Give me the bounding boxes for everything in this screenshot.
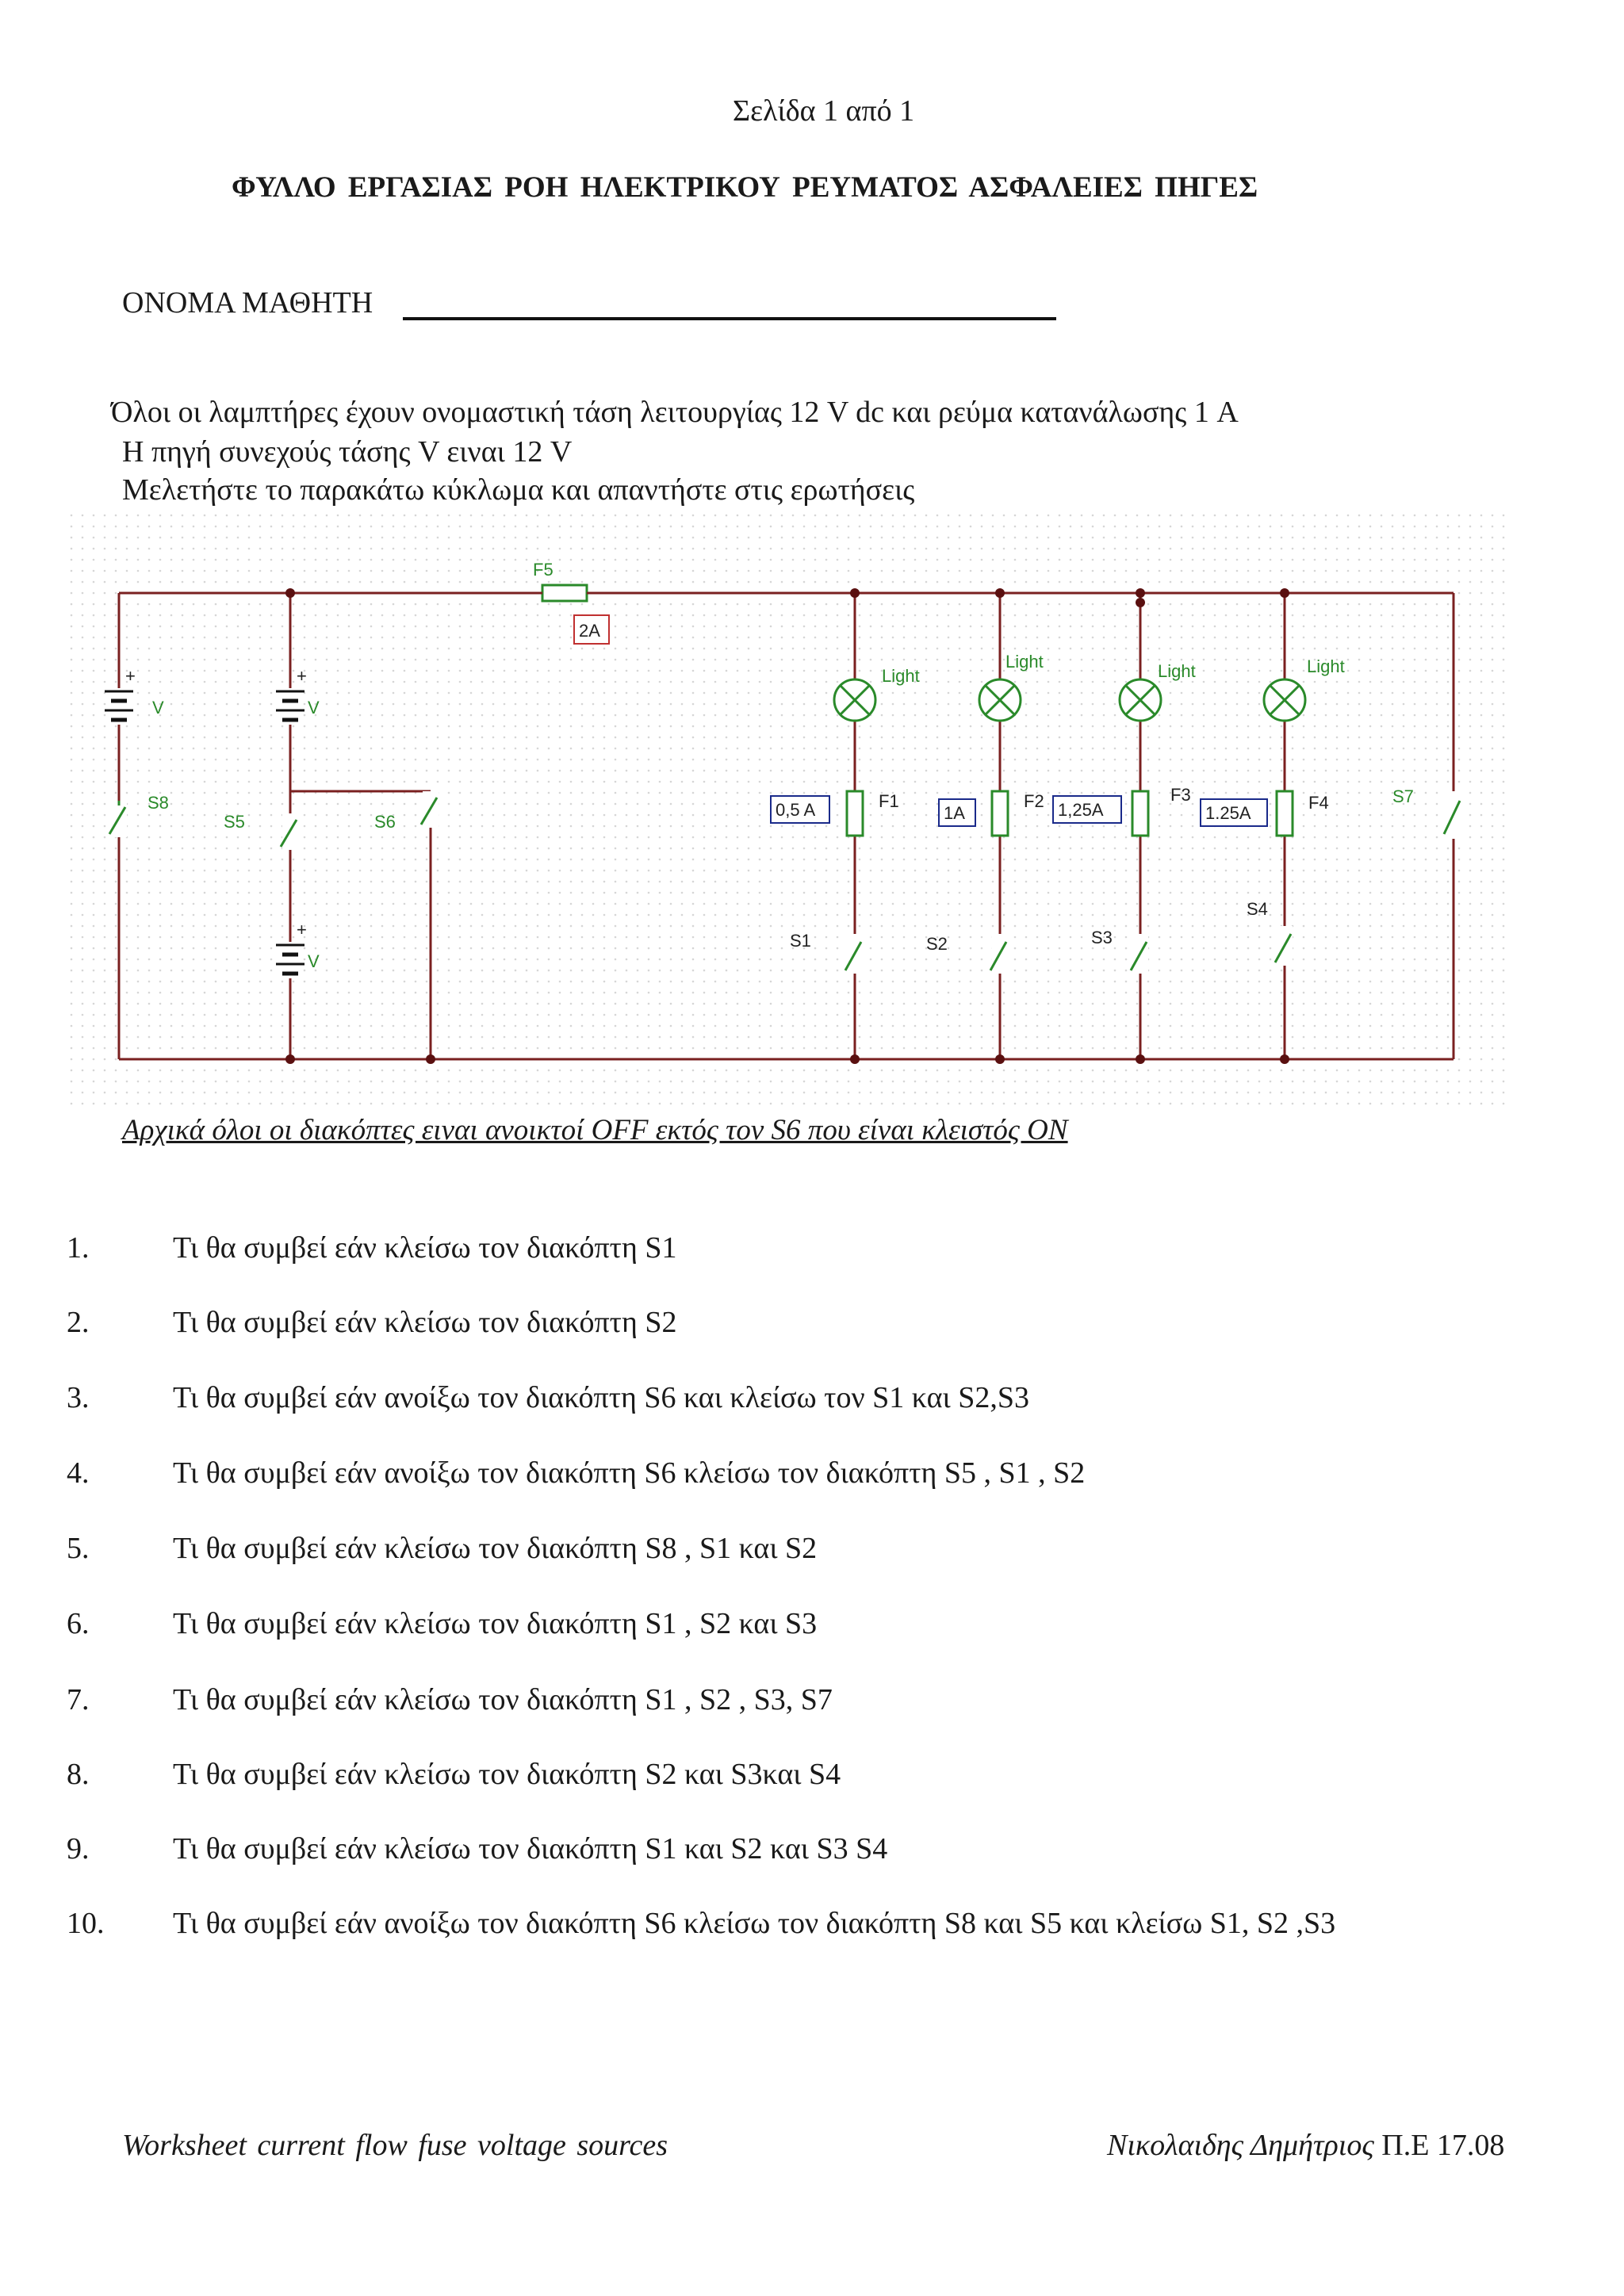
switch-s6-label: S6: [374, 812, 396, 832]
student-name-line: [403, 317, 1056, 320]
student-name-label: ΟΝΟΜΑ ΜΑΘΗΤΗ: [122, 286, 373, 320]
page-number: Σελίδα 1 από 1: [733, 94, 915, 128]
svg-text:Light: Light: [1158, 661, 1196, 681]
initial-state-note: Αρχικά όλοι οι διακόπτες ειναι ανοικτοί OFF εκτός τον S6 που είναι κλειστός ON: [122, 1114, 1068, 1146]
question-text: Τι θα συμβεί εάν κλείσω τον διακόπτη S8 , S1 και S2: [173, 1532, 818, 1565]
question-number: 3.: [67, 1381, 90, 1414]
question-text: Τι θα συμβεί εάν ανοίξω τον διακόπτη S6 και κλείσω τον S1 και S2,S3: [173, 1381, 1029, 1414]
battery-3-label: V: [308, 951, 320, 971]
svg-text:Light: Light: [1307, 656, 1345, 676]
question-text: Τι θα συμβεί εάν κλείσω τον διακόπτη S1 , S2 και S3: [173, 1607, 818, 1640]
svg-text:0,5 A: 0,5 A: [776, 800, 816, 820]
footer-code: Π.Ε 17.08: [1381, 2129, 1505, 2162]
intro-line-2: Η πηγή συνεχούς τάσης V ειναι 12 V: [122, 435, 573, 469]
question-number: 1.: [67, 1231, 90, 1265]
switch-s7: [1444, 791, 1461, 839]
switch-s3: [1131, 934, 1148, 974]
question-number: 4.: [67, 1456, 90, 1490]
question-text: Τι θα συμβεί εάν ανοίξω τον διακόπτη S6 κλείσω τον διακόπτη S5 , S1 , S2: [173, 1456, 1086, 1490]
intro-line-1: Όλοι οι λαμπτήρες έχουν ονομαστική τάση λειτουργίας 12 V dc και ρεύμα κατανάλωσης 1 A: [111, 396, 1239, 429]
question-text: Τι θα συμβεί εάν ανοίξω τον διακόπτη S6 κλείσω τον διακόπτη S8 και S5 και κλείσω S1, S2 ,S3: [173, 1907, 1336, 1940]
svg-text:Light: Light: [882, 666, 920, 686]
question-text: Τι θα συμβεί εάν κλείσω τον διακόπτη S1: [173, 1231, 677, 1265]
switch-s4: [1275, 926, 1293, 966]
svg-text:+: +: [125, 666, 136, 686]
question-number: 7.: [67, 1683, 90, 1716]
footer-author: [1107, 2128, 1504, 2163]
worksheet-title: ΦΥΛΛΟ ΕΡΓΑΣΙΑΣ ΡΟΗ ΗΛΕΚΤΡΙΚΟΥ ΡΕΥΜΑΤΟΣ ΑΣΦΑΛΕΙΕΣ ΠΗΓΕΣ: [232, 171, 1258, 204]
question-number: 5.: [67, 1532, 90, 1565]
question-number: 8.: [67, 1758, 90, 1791]
svg-text:1,25A: 1,25A: [1058, 800, 1104, 820]
svg-text:F3: F3: [1170, 785, 1191, 805]
switch-s5: [281, 813, 298, 850]
main-fuse-rating: 2A: [579, 621, 600, 641]
svg-text:F4: F4: [1308, 793, 1329, 813]
footer-author-name: Νικολαιδης Δημήτριος: [1107, 2129, 1374, 2162]
svg-text:+: +: [297, 666, 307, 686]
switch-s5-label: S5: [224, 812, 245, 832]
question-text: Τι θα συμβεί εάν κλείσω τον διακόπτη S1 και S2 και S3 S4: [173, 1832, 888, 1866]
question-number: 9.: [67, 1832, 90, 1866]
footer-worksheet-caption: Worksheet current flow fuse voltage sources: [122, 2129, 668, 2162]
question-number: 6.: [67, 1607, 90, 1640]
intro-line-3: Μελετήστε το παρακάτω κύκλωμα και απαντήστε στις ερωτήσεις: [122, 473, 915, 507]
battery-1-label: V: [152, 698, 164, 718]
main-fuse-name: F5: [533, 560, 553, 580]
switch-s2-label: S2: [926, 934, 948, 954]
question-text: Τι θα συμβεί εάν κλείσω τον διακόπτη S2 και S3και S4: [173, 1758, 841, 1791]
svg-text:1.25A: 1.25A: [1205, 803, 1251, 823]
svg-text:+: +: [297, 920, 307, 939]
switch-s8-label: S8: [147, 793, 169, 813]
question-number: 10.: [67, 1907, 105, 1940]
switch-s8: [109, 801, 127, 837]
svg-text:Light: Light: [1005, 652, 1044, 672]
question-text: Τι θα συμβεί εάν κλείσω τον διακόπτη S2: [173, 1306, 677, 1339]
switch-s6: [421, 791, 439, 828]
svg-text:F2: F2: [1024, 791, 1044, 811]
svg-text:F1: F1: [879, 791, 899, 811]
switch-s7-label: S7: [1392, 786, 1414, 806]
question-number: 2.: [67, 1306, 90, 1339]
switch-s2: [990, 934, 1008, 974]
question-text: Τι θα συμβεί εάν κλείσω τον διακόπτη S1 , S2 , S3, S7: [173, 1683, 833, 1716]
switch-s1-label: S1: [790, 931, 811, 951]
switch-s1: [845, 934, 863, 974]
switch-s3-label: S3: [1091, 928, 1113, 947]
svg-text:1A: 1A: [944, 803, 965, 823]
circuit-diagram: [70, 514, 1507, 1110]
battery-2-label: V: [308, 698, 320, 718]
switch-s4-label: S4: [1247, 899, 1268, 919]
